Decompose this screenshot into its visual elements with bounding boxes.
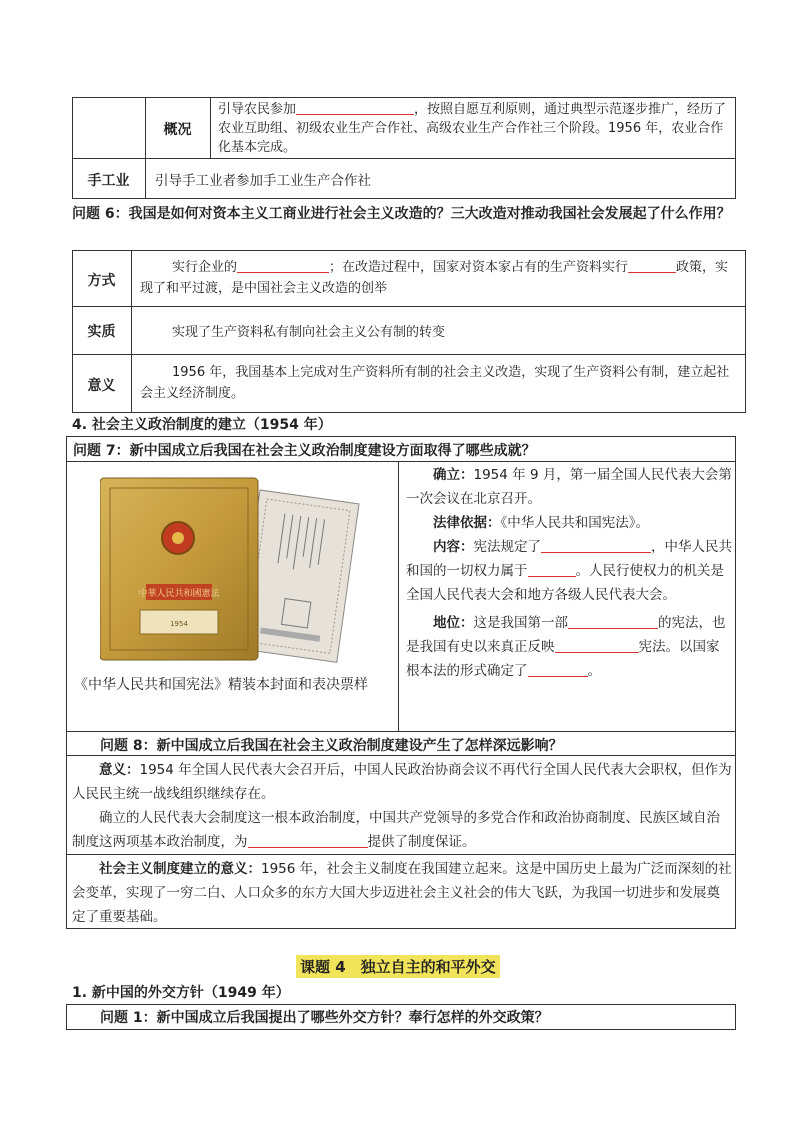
method-text: 实行企业的 ；在改造过程中，国家对资本家占有的生产资料实行 政策，实现了和平过渡，是中国社会主义改造的创举 [140, 260, 729, 296]
q8-significance: 意义：1954 年全国人民代表大会召开后，中国人民政治协商会议不再代行全国人民代表大会职权，但作为人民民主统一战线组织继续存在。 确立的人民代表大会制度这一根本政治制度，中国共产党领导的多党合作和政治协商制度、民族区域自治制度这两项基本政治制度，为 提供了制度保证。 [72, 762, 732, 850]
blank-cooperative[interactable] [296, 101, 414, 115]
section-1-heading: 1. 新中国的外交方针（1949 年） [72, 985, 290, 1001]
blank-reflects[interactable] [555, 639, 639, 653]
constitution-photo [100, 472, 368, 664]
row-label-significance: 意义 [87, 378, 116, 394]
cover-year: 1954 [170, 620, 188, 628]
question-8: 问题 8：新中国成立后我国在社会主义政治制度建设产生了怎样深远影响？ [100, 738, 563, 754]
blank-constitution-content[interactable] [541, 539, 651, 553]
q7-answers: 确立：1954 年 9 月，第一届全国人民代表大会第一次会议在北京召开。 法律依据：《中华人民共和国宪法》。 内容：宪法规定了 ，中华人民共和国的一切权力属于 。人民行使权力的机关是全国人民代表大会和地方各级人民代表大会。 地位：这是我国第一部 的宪法，也是我国有史以来真正反映 宪法。以国家根本法的形式确定了 。 [406, 467, 732, 679]
blank-redemption[interactable] [628, 259, 676, 273]
blank-joint-ownership[interactable] [237, 259, 329, 273]
socialist-system-significance: 社会主义制度建立的意义：1956 年，社会主义制度在我国建立起来。这是中国历史上最为广泛而深刻的社会变革，实现了一穷二白、人口众多的东方大国大步迈进社会主义社会的伟大飞跃，为我国一切进步和发展奠定了重要基础。 [72, 861, 732, 925]
question-6: 问题 6：我国是如何对资本主义工商业进行社会主义改造的？三大改造对推动我国社会发展起了什么作用？ [72, 206, 731, 222]
book-cover [100, 478, 258, 660]
section-4-heading: 4. 社会主义政治制度的建立（1954 年） [72, 417, 332, 433]
handicraft-text: 引导手工业者参加手工业生产合作社 [155, 173, 371, 189]
question-1: 问题 1：新中国成立后我国提出了哪些外交方针？奉行怎样的外交政策？ [100, 1010, 549, 1026]
essence-text: 实现了生产资料私有制向社会主义公有制的转变 [172, 325, 446, 340]
photo-caption: 《中华人民共和国宪法》精装本封面和表决票样 [74, 677, 368, 693]
row-label-handicraft: 手工业 [87, 173, 130, 189]
question-7: 问题 7：新中国成立后我国在社会主义政治制度建设方面取得了哪些成就？ [73, 443, 536, 459]
overview-text: 引导农民参加 ，按照自愿互利原则，通过典型示范逐步推广，经历了农业互助组、初级农业生产合作社、高级农业生产合作社三个阶段。1956 年，农业合作化基本完成。 [218, 102, 727, 155]
blank-establishes[interactable] [528, 663, 588, 677]
row-label-essence: 实质 [87, 324, 116, 340]
cover-title: 中華人民共和國憲法 [138, 589, 220, 599]
blank-power-belongs[interactable] [528, 563, 576, 577]
significance-text: 1956 年，我国基本上完成对生产资料所有制的社会主义改造，实现了生产资料公有制，建立起社会主义经济制度。 [140, 365, 730, 401]
lesson-4-title: 课题 4 独立自主的和平外交 [296, 955, 500, 978]
row-label-overview: 概况 [163, 122, 192, 138]
blank-people-democracy[interactable] [248, 834, 368, 848]
blank-constitution-type[interactable] [568, 615, 658, 629]
row-label-method: 方式 [87, 273, 116, 289]
